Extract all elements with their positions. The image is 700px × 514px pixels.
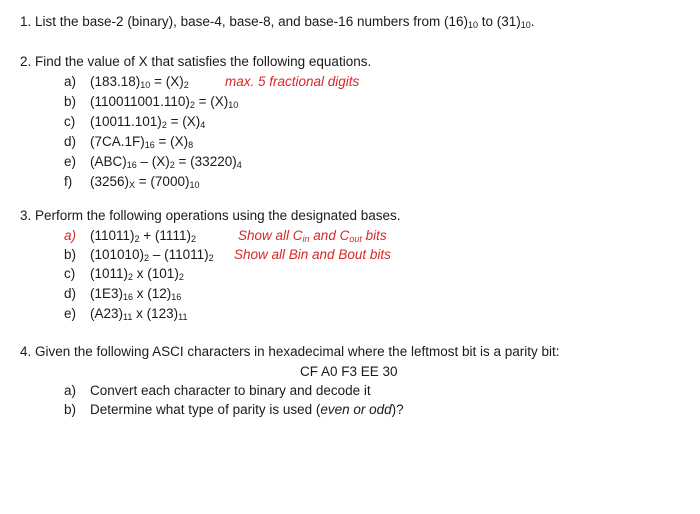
q3-item-c: c) $(1011)_2$ x $(101)_2$	[64, 266, 184, 282]
q2-item-c: c) $(10011.101)_2 = (X)_4$	[64, 114, 206, 130]
q2-item-d: d) $(7CA.1F)_{16} = (X)_8$	[64, 134, 194, 150]
q3-item-e: e) $(A23)_{11}$ x $(123)_{11}$	[64, 306, 188, 322]
q3-note-a: Show all $C_{in}$ and $C_{out}$ bits	[238, 228, 387, 244]
q4-item-a: a) Convert each character to binary and decode it	[64, 383, 371, 398]
q3-item-d: d) $(1E3)_{16}$ x $(12)_{16}$	[64, 286, 182, 302]
q2-item-a: a) $(183.18)_{10} = (X)_2$	[64, 74, 189, 90]
q2-item-f: f) $(3256)_X = (7000)_{10}$	[64, 174, 200, 190]
q4-item-b: b) Determine what type of parity is used (even or odd)?	[64, 402, 404, 417]
q2-note-a: max. 5 fractional digits	[225, 74, 360, 89]
q3-item-b: b) $(101010)_2 - (11011)_2$	[64, 247, 214, 263]
question-1: 1. List the base-2 (binary), base-4, base-8, and base-16 numbers from $(16)_{10}$ to $(31)_{10}$.	[20, 14, 535, 30]
question-3: 3. Perform the following operations using the designated bases.	[20, 208, 401, 223]
q3-item-a: a) $(11011)_2 + (1111)_2$	[64, 228, 196, 244]
q3-note-b: Show all Bin and Bout bits	[234, 247, 391, 262]
question-2: 2. Find the value of X that satisfies the following equations.	[20, 54, 372, 69]
q2-item-b: b) $(110011001.110)_2 = (X)_{10}$	[64, 94, 239, 110]
q2-item-e: e) $(ABC)_{16} - (X)_2 = (33220)_4$	[64, 154, 242, 170]
hex-characters: CF A0 F3 EE 30	[300, 364, 398, 379]
question-4: 4. Given the following ASCI characters in hexadecimal where the leftmost bit is a parity bit:	[20, 344, 560, 359]
